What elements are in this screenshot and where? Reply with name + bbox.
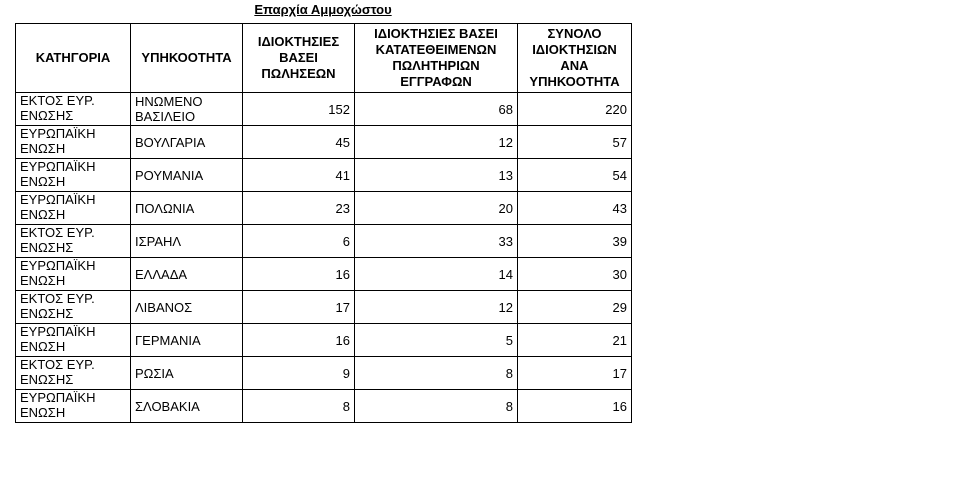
deposited-cell: 68	[355, 93, 518, 126]
nationality-cell: ΓΕΡΜΑΝΙΑ	[131, 324, 243, 357]
total-cell: 30	[518, 258, 632, 291]
category-cell: ΕΥΡΩΠΑΪΚΗ ΕΝΩΣΗ	[16, 258, 131, 291]
deposited-cell: 8	[355, 390, 518, 423]
sales-cell: 152	[243, 93, 355, 126]
nationality-cell: ΕΛΛΑΔΑ	[131, 258, 243, 291]
category-cell: ΕΥΡΩΠΑΪΚΗ ΕΝΩΣΗ	[16, 192, 131, 225]
sales-cell: 45	[243, 126, 355, 159]
total-cell: 39	[518, 225, 632, 258]
sales-cell: 16	[243, 324, 355, 357]
deposited-cell: 33	[355, 225, 518, 258]
sales-cell: 23	[243, 192, 355, 225]
sales-cell: 16	[243, 258, 355, 291]
total-cell: 54	[518, 159, 632, 192]
category-cell: ΕΚΤΟΣ ΕΥΡ. ΕΝΩΣΗΣ	[16, 291, 131, 324]
table-row	[16, 192, 632, 225]
category-cell: ΕΚΤΟΣ ΕΥΡ. ΕΝΩΣΗΣ	[16, 225, 131, 258]
table-row	[16, 258, 632, 291]
total-cell: 43	[518, 192, 632, 225]
sales-cell: 17	[243, 291, 355, 324]
nationality-cell: ΠΟΛΩΝΙΑ	[131, 192, 243, 225]
deposited-cell: 8	[355, 357, 518, 390]
nationality-cell: ΒΟΥΛΓΑΡΙΑ	[131, 126, 243, 159]
sales-cell: 9	[243, 357, 355, 390]
sales-cell: 8	[243, 390, 355, 423]
header-sales: ΙΔΙΟΚΤΗΣΙΕΣ ΒΑΣΕΙ ΠΩΛΗΣΕΩΝ	[243, 24, 355, 93]
deposited-cell: 12	[355, 126, 518, 159]
sales-cell: 41	[243, 159, 355, 192]
nationality-cell: ΙΣΡΑΗΛ	[131, 225, 243, 258]
nationality-cell: ΡΩΣΙΑ	[131, 357, 243, 390]
total-cell: 57	[518, 126, 632, 159]
table-row	[16, 291, 632, 324]
category-cell: ΕΥΡΩΠΑΪΚΗ ΕΝΩΣΗ	[16, 126, 131, 159]
table-row	[16, 324, 632, 357]
category-cell: ΕΥΡΩΠΑΪΚΗ ΕΝΩΣΗ	[16, 159, 131, 192]
total-cell: 17	[518, 357, 632, 390]
table-row	[16, 93, 632, 126]
total-cell: 16	[518, 390, 632, 423]
header-category: ΚΑΤΗΓΟΡΙΑ	[16, 24, 131, 93]
page-title: Επαρχία Αμμοχώστου	[254, 2, 392, 17]
nationality-cell: ΗΝΩΜΕΝΟ ΒΑΣΙΛΕΙΟ	[131, 93, 243, 126]
category-cell: ΕΥΡΩΠΑΪΚΗ ΕΝΩΣΗ	[16, 324, 131, 357]
total-cell: 220	[518, 93, 632, 126]
nationality-cell: ΣΛΟΒΑΚΙΑ	[131, 390, 243, 423]
deposited-cell: 5	[355, 324, 518, 357]
category-cell: ΕΚΤΟΣ ΕΥΡ. ΕΝΩΣΗΣ	[16, 93, 131, 126]
nationality-cell: ΡΟΥΜΑΝΙΑ	[131, 159, 243, 192]
total-cell: 21	[518, 324, 632, 357]
header-deposited: ΙΔΙΟΚΤΗΣΙΕΣ ΒΑΣΕΙ ΚΑΤΑΤΕΘΕΙΜΕΝΩΝ ΠΩΛΗΤΗΡΙΩΝ ΕΓΓΡΑΦΩΝ	[355, 24, 518, 93]
deposited-cell: 14	[355, 258, 518, 291]
category-cell: ΕΥΡΩΠΑΪΚΗ ΕΝΩΣΗ	[16, 390, 131, 423]
table-row	[16, 225, 632, 258]
properties-table	[15, 23, 632, 423]
sales-cell: 6	[243, 225, 355, 258]
deposited-cell: 13	[355, 159, 518, 192]
category-cell: ΕΚΤΟΣ ΕΥΡ. ΕΝΩΣΗΣ	[16, 357, 131, 390]
table-row	[16, 159, 632, 192]
total-cell: 29	[518, 291, 632, 324]
nationality-cell: ΛΙΒΑΝΟΣ	[131, 291, 243, 324]
table-row	[16, 126, 632, 159]
deposited-cell: 20	[355, 192, 518, 225]
header-row	[16, 24, 632, 93]
table-row	[16, 357, 632, 390]
header-nationality: ΥΠΗΚΟΟΤΗΤΑ	[131, 24, 243, 93]
deposited-cell: 12	[355, 291, 518, 324]
header-total: ΣΥΝΟΛΟ ΙΔΙΟΚΤΗΣΙΩΝ ΑΝΑ ΥΠΗΚΟΟΤΗΤΑ	[518, 24, 632, 93]
table-row	[16, 390, 632, 423]
